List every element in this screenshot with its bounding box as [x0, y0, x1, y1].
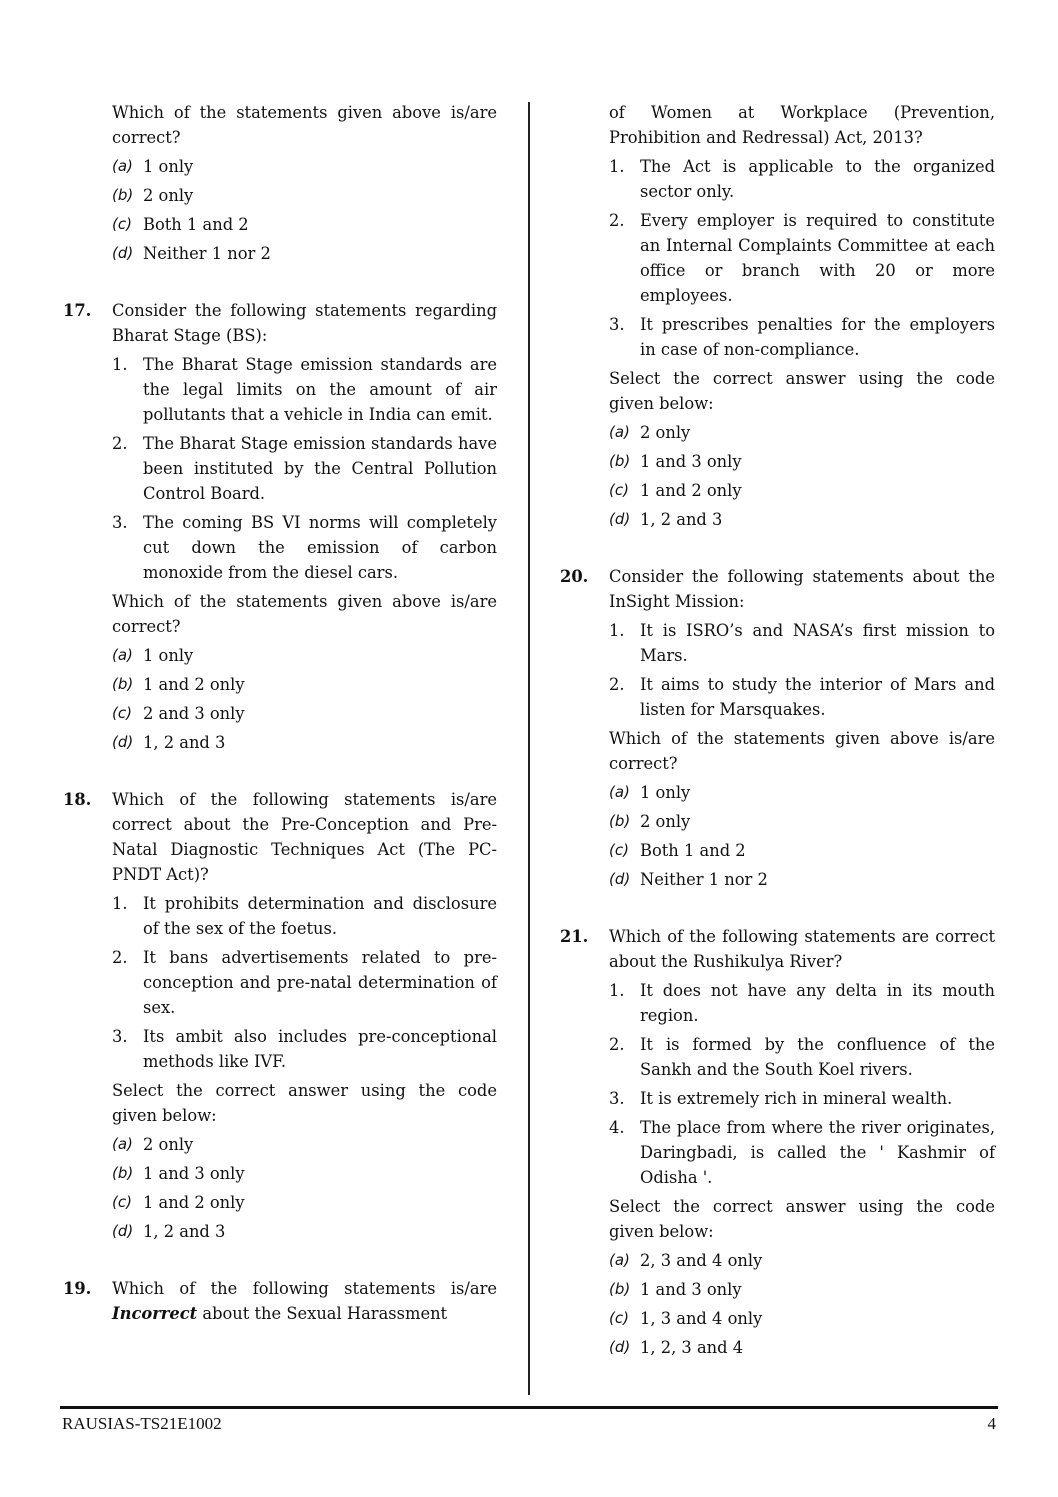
statement-text: It prohibits determination and disclosure of the sex of the foetus.	[143, 894, 497, 938]
option-a[interactable]	[112, 643, 497, 668]
statement-text: It is ISRO’s and NASA’s first mission to Mars.	[640, 621, 995, 665]
option-c[interactable]	[112, 1190, 497, 1215]
option-d[interactable]	[112, 241, 497, 266]
options-list	[609, 420, 995, 532]
question-stem: Consider the following statements about the InSight Mission:	[609, 567, 995, 611]
question-stem: Which of the following statements are correct about the Rushikulya River?	[609, 927, 995, 971]
option-d[interactable]	[609, 507, 995, 532]
options-list	[112, 154, 497, 266]
options-list	[112, 643, 497, 755]
statement-item	[609, 1086, 995, 1111]
statement-text: The place from where the river originates, Daringbadi, is called the ' Kashmir of Odisha '.	[640, 1118, 995, 1187]
question-number: 21.	[560, 927, 589, 946]
option-text: Neither 1 nor 2	[640, 870, 768, 889]
option-key: (a)	[609, 423, 630, 441]
option-key: (c)	[112, 215, 132, 233]
statement-item	[609, 1032, 995, 1082]
statement-number: 1.	[609, 157, 625, 176]
option-key: (a)	[609, 783, 630, 801]
statement-number: 3.	[112, 1027, 128, 1046]
option-c[interactable]	[112, 701, 497, 726]
statement-item	[112, 1024, 497, 1074]
statement-list	[609, 618, 995, 722]
question-prompt: Select the correct answer using the code given below:	[609, 1197, 995, 1241]
statement-text: It prescribes penalties for the employers in case of non-compliance.	[640, 315, 995, 359]
option-key: (a)	[112, 1135, 133, 1153]
question-prompt: Which of the statements given above is/are correct?	[112, 592, 497, 636]
option-text: 1, 2 and 3	[640, 510, 723, 529]
option-key: (c)	[609, 841, 629, 859]
statement-number: 2.	[112, 434, 128, 453]
footer-rule	[60, 1406, 998, 1409]
option-b[interactable]	[112, 183, 497, 208]
statement-number: 2.	[112, 948, 128, 967]
question-18	[63, 787, 497, 1244]
option-a[interactable]	[609, 1248, 995, 1273]
option-key: (d)	[112, 1222, 134, 1240]
option-text: 2 and 3 only	[143, 704, 245, 723]
option-key: (b)	[112, 675, 134, 693]
option-b[interactable]	[609, 1277, 995, 1302]
statement-item	[609, 1115, 995, 1190]
statement-text: It is extremely rich in mineral wealth.	[640, 1089, 953, 1108]
option-key: (c)	[609, 1309, 629, 1327]
statement-item	[609, 208, 995, 308]
statement-number: 1.	[112, 355, 128, 374]
statement-number: 3.	[609, 315, 625, 334]
question-stem: of Women at Workplace (Prevention, Prohibition and Redressal) Act, 2013?	[609, 103, 995, 147]
statement-number: 2.	[609, 1035, 625, 1054]
option-c[interactable]	[609, 1306, 995, 1331]
option-b[interactable]	[112, 672, 497, 697]
option-key: (a)	[609, 1251, 630, 1269]
option-c[interactable]	[609, 478, 995, 503]
option-key: (d)	[609, 870, 631, 888]
option-c[interactable]	[112, 212, 497, 237]
option-key: (b)	[609, 1280, 631, 1298]
statement-text: It bans advertisements related to pre-conception and pre-natal determination of sex.	[143, 948, 497, 1017]
option-key: (b)	[609, 452, 631, 470]
option-text: 2 only	[143, 1135, 194, 1154]
option-text: 1 and 2 only	[143, 675, 245, 694]
carry-over-question	[63, 100, 497, 266]
question-20	[560, 564, 995, 892]
options-list	[609, 780, 995, 892]
option-key: (b)	[609, 812, 631, 830]
question-stem: Consider the following statements regarding Bharat Stage (BS):	[112, 301, 497, 345]
statement-item	[112, 945, 497, 1020]
statement-item	[112, 510, 497, 585]
statement-item	[112, 891, 497, 941]
statement-text: Every employer is required to constitute an Internal Complaints Committee at each office or branch with 20 or more employees.	[640, 211, 995, 305]
statement-number: 2.	[609, 675, 625, 694]
statement-text: It does not have any delta in its mouth region.	[640, 981, 995, 1025]
option-text: 2 only	[143, 186, 194, 205]
statement-text: Its ambit also includes pre-conceptional methods like IVF.	[143, 1027, 497, 1071]
column-divider	[528, 102, 530, 1395]
statement-list	[609, 978, 995, 1190]
options-list	[609, 1248, 995, 1360]
stem-text: about the Sexual Harassment	[202, 1304, 448, 1323]
statement-text: The coming BS VI norms will completely cut down the emission of carbon monoxide from the diesel cars.	[143, 513, 497, 582]
option-text: 1, 2, 3 and 4	[640, 1338, 744, 1357]
statement-number: 4.	[609, 1118, 625, 1137]
option-d[interactable]	[609, 1335, 995, 1360]
option-key: (c)	[609, 481, 629, 499]
option-text: 1, 2 and 3	[143, 733, 226, 752]
stem-text: Which of the following statements is/are	[112, 1279, 497, 1298]
option-a[interactable]	[112, 154, 497, 179]
question-17	[63, 298, 497, 755]
option-c[interactable]	[609, 838, 995, 863]
question-19-continued	[560, 100, 995, 532]
question-number: 20.	[560, 567, 589, 586]
statement-item	[609, 672, 995, 722]
option-key: (c)	[112, 1193, 132, 1211]
option-b[interactable]	[609, 809, 995, 834]
option-text: 1 and 2 only	[640, 481, 742, 500]
statement-text: The Bharat Stage emission standards have been instituted by the Central Pollution Control Board.	[143, 434, 497, 503]
statement-number: 1.	[609, 621, 625, 640]
option-key: (c)	[112, 704, 132, 722]
question-prompt: Which of the statements given above is/are correct?	[112, 103, 497, 147]
option-text: 1 only	[143, 646, 194, 665]
right-column	[560, 100, 995, 1364]
option-key: (b)	[112, 1164, 134, 1182]
option-text: Both 1 and 2	[640, 841, 746, 860]
statement-text: It is formed by the confluence of the Sankh and the South Koel rivers.	[640, 1035, 995, 1079]
option-text: 1 and 3 only	[143, 1164, 245, 1183]
statement-text: The Bharat Stage emission standards are the legal limits on the amount of air pollutants that a vehicle in India can emit.	[143, 355, 497, 424]
option-text: 1 only	[143, 157, 194, 176]
question-19	[63, 1276, 497, 1326]
paper-code: RAUSIAS-TS21E1002	[62, 1414, 222, 1433]
statement-item	[609, 978, 995, 1028]
option-d[interactable]	[112, 730, 497, 755]
option-key: (d)	[112, 733, 134, 751]
statement-item	[609, 618, 995, 668]
statement-list	[112, 891, 497, 1074]
question-number: 17.	[63, 301, 92, 320]
option-key: (d)	[609, 1338, 631, 1356]
option-a[interactable]	[609, 780, 995, 805]
option-key: (d)	[609, 510, 631, 528]
statement-text: The Act is applicable to the organized sector only.	[640, 157, 995, 201]
option-key: (b)	[112, 186, 134, 204]
question-number: 18.	[63, 790, 92, 809]
option-b[interactable]	[112, 1161, 497, 1186]
option-d[interactable]	[609, 867, 995, 892]
statement-number: 2.	[609, 211, 625, 230]
option-text: 2 only	[640, 423, 691, 442]
option-text: Neither 1 nor 2	[143, 244, 271, 263]
option-a[interactable]	[112, 1132, 497, 1157]
option-b[interactable]	[609, 449, 995, 474]
question-prompt: Which of the statements given above is/are correct?	[609, 729, 995, 773]
option-text: 1 and 2 only	[143, 1193, 245, 1212]
question-stem	[112, 1276, 497, 1326]
statement-number: 3.	[112, 513, 128, 532]
statement-item	[112, 431, 497, 506]
statement-item	[609, 154, 995, 204]
options-list	[112, 1132, 497, 1244]
statement-number: 1.	[609, 981, 625, 1000]
question-stem: Which of the following statements is/are correct about the Pre-Conception and Pre-Natal Diagnostic Techniques Act (The PC-PNDT Act)?	[112, 790, 497, 884]
statement-number: 3.	[609, 1089, 625, 1108]
statement-item	[112, 352, 497, 427]
stem-emphasis: Incorrect	[112, 1304, 198, 1323]
option-key: (a)	[112, 646, 133, 664]
statement-text: It aims to study the interior of Mars and listen for Marsquakes.	[640, 675, 995, 719]
option-text: 1 only	[640, 783, 691, 802]
question-prompt: Select the correct answer using the code given below:	[112, 1081, 497, 1125]
question-number: 19.	[63, 1279, 92, 1298]
page-number: 4	[987, 1414, 996, 1433]
option-text: 1, 2 and 3	[143, 1222, 226, 1241]
option-key: (d)	[112, 244, 134, 262]
option-text: 2, 3 and 4 only	[640, 1251, 763, 1270]
statement-list	[609, 154, 995, 362]
option-key: (a)	[112, 157, 133, 175]
option-text: 1 and 3 only	[640, 1280, 742, 1299]
statement-list	[112, 352, 497, 585]
question-21	[560, 924, 995, 1360]
option-text: 1 and 3 only	[640, 452, 742, 471]
left-column	[63, 100, 497, 1326]
option-text: Both 1 and 2	[143, 215, 249, 234]
option-text: 1, 3 and 4 only	[640, 1309, 763, 1328]
question-prompt: Select the correct answer using the code given below:	[609, 369, 995, 413]
statement-number: 1.	[112, 894, 128, 913]
option-d[interactable]	[112, 1219, 497, 1244]
option-a[interactable]	[609, 420, 995, 445]
option-text: 2 only	[640, 812, 691, 831]
statement-item	[609, 312, 995, 362]
